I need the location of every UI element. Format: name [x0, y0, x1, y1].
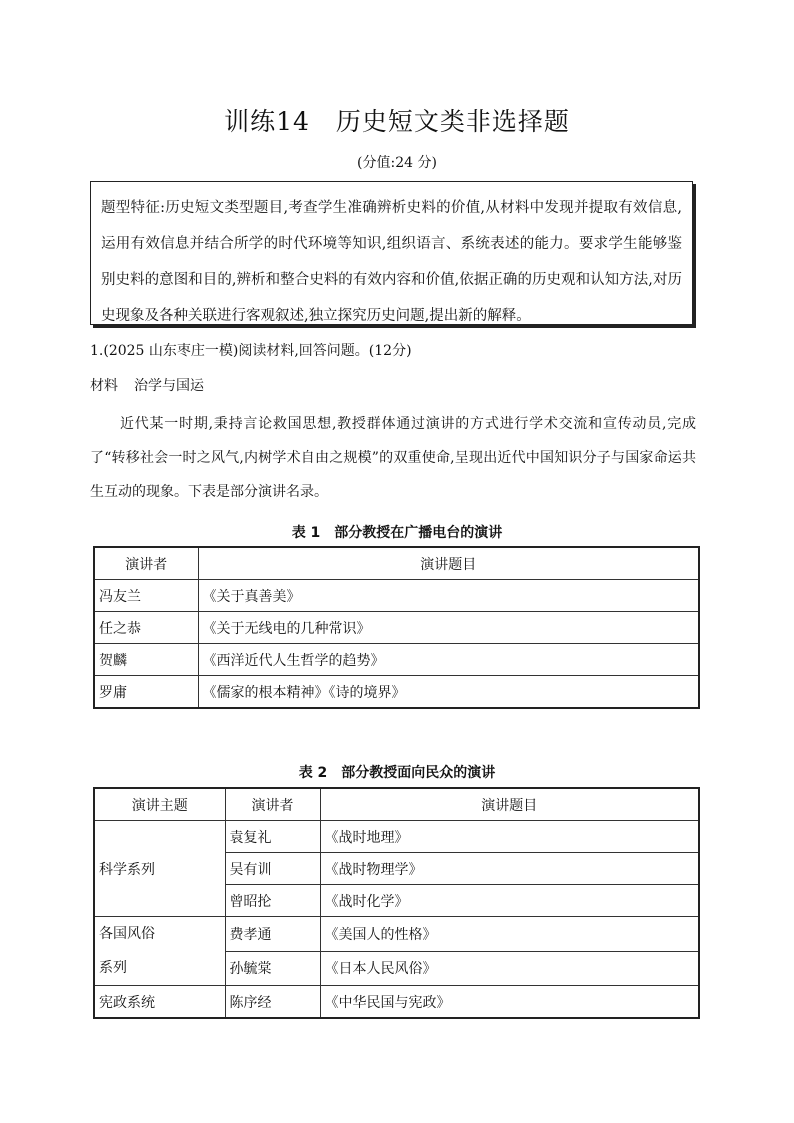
table-row: [94, 580, 699, 612]
table-row: [94, 612, 699, 644]
speaker-cell: 任之恭: [94, 612, 198, 644]
lecture-title-cell: 《关于真善美》: [198, 580, 699, 612]
table-radio-lectures: [93, 546, 700, 709]
table-header-cell: 演讲题目: [320, 788, 699, 821]
feature-text: 题型特征:历史短文类型题目,考查学生准确辨析史料的价值,从材料中发现并提取有效信息,运用有效信息并结合所学的时代环境等知识,组织语言、系统表述的能力。要求学生能够鉴别史料的意图和目的,辨析和整合史料的有效内容和价值,依据正确的历史观和认知方法,对历史现象及各种关联进行客观叙述,独立探究历史问题,提出新的解释。: [101, 200, 682, 324]
table-row: [94, 644, 699, 676]
table-public-lectures: [93, 787, 700, 1019]
table1-caption: 表 1 部分教授在广播电台的演讲: [291, 525, 503, 541]
speaker-cell: 曾昭抡: [225, 885, 320, 917]
table-header-row: [94, 788, 699, 821]
table-row: [94, 986, 699, 1019]
theme-label: 宪政系统: [99, 994, 155, 1011]
table-row: [94, 821, 699, 853]
lecture-title-cell: 《中华民国与宪政》: [320, 986, 699, 1019]
lecture-title-cell: 《战时地理》: [320, 821, 699, 853]
speaker-cell: 贺麟: [94, 644, 198, 676]
lecture-title-cell: 《儒家的根本精神》《诗的境界》: [198, 676, 699, 709]
material-label: 材料: [90, 378, 118, 394]
theme-cell: [94, 917, 225, 986]
theme-label: 科学系列: [99, 861, 155, 878]
speaker-cell: 罗庸: [94, 676, 198, 709]
speaker-cell: 陈序经: [225, 986, 320, 1019]
lecture-title-cell: 《战时物理学》: [320, 853, 699, 885]
table-row: [94, 676, 699, 709]
table-header-cell: 演讲者: [225, 788, 320, 821]
lecture-title-cell: 《美国人的性格》: [320, 917, 699, 952]
table-header-cell: 演讲者: [94, 547, 198, 580]
theme-label-line: 各国风俗: [99, 926, 155, 942]
speaker-cell: 袁复礼: [225, 821, 320, 853]
theme-cell: [94, 821, 225, 917]
question-stem: 1.(2025 山东枣庄一模)阅读材料,回答问题。(12分): [90, 343, 412, 359]
table-header-row: [94, 547, 699, 580]
table2-caption: 表 2 部分教授面向民众的演讲: [298, 765, 496, 781]
table-header-cell: 演讲主题: [94, 788, 225, 821]
speaker-cell: 吴有训: [225, 853, 320, 885]
speaker-cell: 孙毓棠: [225, 951, 320, 986]
material-heading: [90, 375, 220, 395]
speaker-cell: 费孝通: [225, 917, 320, 952]
question-type-feature-box: [90, 181, 693, 325]
score-note: (分值:24 分): [357, 155, 437, 171]
lecture-title-cell: 《西洋近代人生哲学的趋势》: [198, 644, 699, 676]
theme-label-line: 系列: [99, 960, 127, 976]
lecture-title-cell: 《关于无线电的几种常识》: [198, 612, 699, 644]
material-topic: 治学与国运: [134, 378, 204, 394]
speaker-cell: 冯友兰: [94, 580, 198, 612]
material-paragraph: 近代某一时期,秉持言论救国思想,教授群体通过演讲的方式进行学术交流和宣传动员,完成了“转移社会一时之风气,内树学术自由之规模”的双重使命,呈现出近代中国知识分子与国家命运共生互动的现象。下表是部分演讲名录。: [90, 416, 696, 500]
table-row: [94, 917, 699, 952]
lecture-title-cell: 《战时化学》: [320, 885, 699, 917]
table-header-cell: 演讲题目: [198, 547, 699, 580]
lecture-title-cell: 《日本人民风俗》: [320, 951, 699, 986]
page-title: 训练14 历史短文类非选择题: [224, 107, 570, 136]
theme-cell: [94, 986, 225, 1019]
